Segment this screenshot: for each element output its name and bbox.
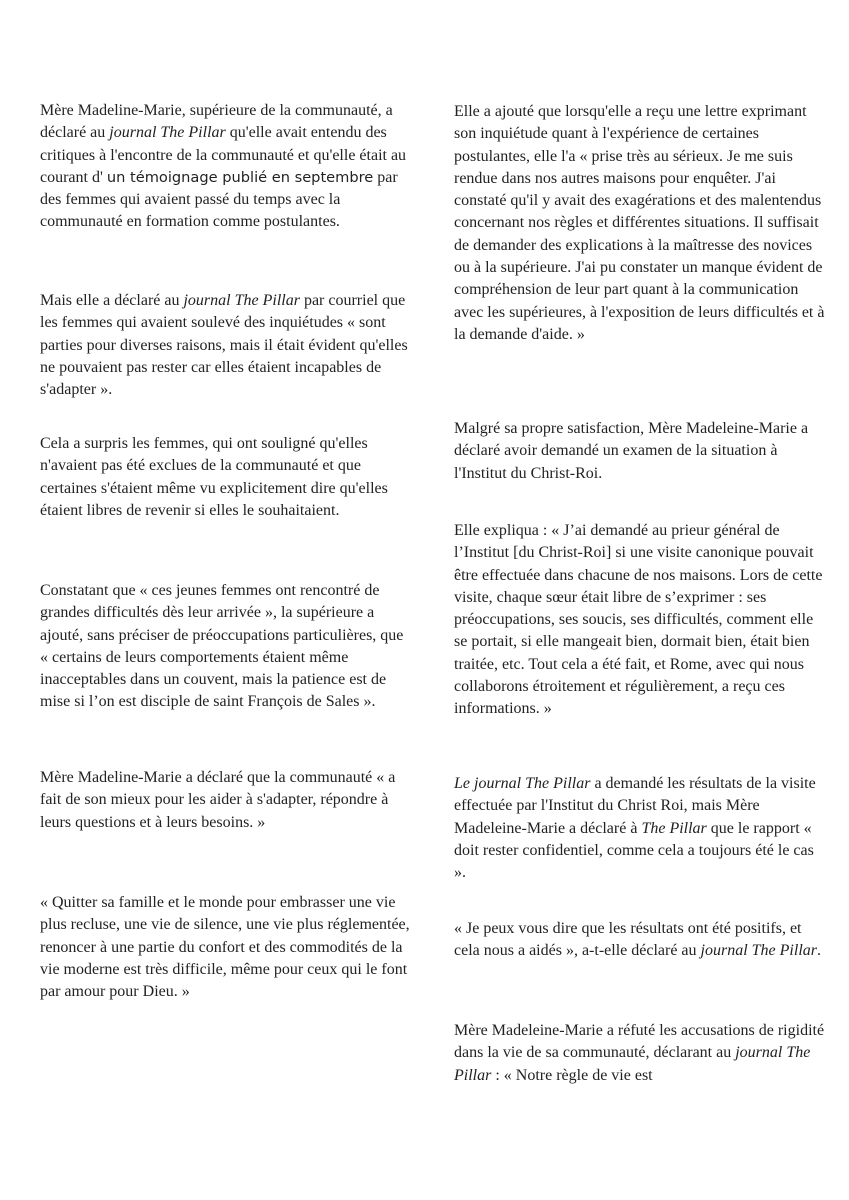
paragraph: Cela a surpris les femmes, qui ont souligné qu'elles n'avaient pas été exclues de la communauté et que certaines s'étaient même vu explicitement dire qu'elles étaient libres de revenir si elles le souhaitaient. xyxy=(40,435,388,519)
publication-name: The Pillar xyxy=(641,819,707,837)
testimony-link[interactable]: un témoignage publié en septembre xyxy=(106,168,374,186)
publication-name: Le journal The Pillar xyxy=(454,775,591,792)
paragraph: « Quitter sa famille et le monde pour embrasser une vie plus recluse, une vie de silence, une vie plus réglementée, renoncer à une partie du confort et des commodités de la vie moderne est très difficile, même pour ceux qui le font par amour pour Dieu. » xyxy=(40,894,410,1001)
paragraph: Malgré sa propre satisfaction, Mère Madeleine-Marie a déclaré avoir demandé un examen de la situation à l'Institut du Christ-Roi. xyxy=(454,420,809,482)
paragraph: « Je peux vous dire que les résultats ont été positifs, et cela nous a aidés », a-t-elle déclaré au journal The Pillar. xyxy=(454,920,821,960)
publication-name: journal The Pillar xyxy=(109,124,226,142)
paragraph: Constatant que « ces jeunes femmes ont rencontré de grandes difficultés dès leur arrivée », la supérieure a ajouté, sans préciser de préoccupations particulières, que « certains de leurs comportements étaient même inacceptables dans un couvent, mais la patience est de mise si l’on est disciple de saint François de Sales ». xyxy=(40,582,404,711)
paragraph: Elle a ajouté que lorsqu'elle a reçu une lettre exprimant son inquiétude quant à l'expérience de certaines postulantes, elle l'a « prise très au sérieux. Je me suis rendue dans nos autres maisons pour enquêter. J'ai constaté qu'il y avait des exagérations et des malentendus concernant nos règles et différentes situations. Il suffisait de demander des explications à la maîtresse des novices ou à la supérieure. J'ai pu constater un manque évident de compréhension de leur part quant à la communication avec les supérieures, à l'exposition de leurs difficultés et à la demande d'aide. » xyxy=(454,103,825,343)
publication-name: journal The Pillar xyxy=(700,942,817,960)
paragraph: Le journal The Pillar a demandé les résultats de la visite effectuée par l'Institut du Christ Roi, mais Mère Madeleine-Marie a déclaré à The Pillar que le rapport « doit rester confidentiel, comme cela a toujours été le cas ». xyxy=(454,775,816,882)
paragraph: Mais elle a déclaré au journal The Pillar par courriel que les femmes qui avaient soulevé des inquiétudes « sont parties pour diverses raisons, mais il était évident qu'elles ne pouvaient pas rester car elles étaient incapables de s'adapter ». xyxy=(40,292,408,399)
paragraph: Elle expliqua : « J’ai demandé au prieur général de l’Institut [du Christ-Roi] si une visite canonique pouvait être effectuée dans chacune de nos maisons. Lors de cette visite, chaque sœur était libre de s’exprimer : ses préoccupations, ses soucis, ses difficultés, comment elle se portait, si elle mangeait bien, dormait bien, était bien traitée, etc. Tout cela a été fait, et Rome, avec qui nous collaborons étroitement et régulièrement, a reçu ces informations. » xyxy=(454,522,823,718)
paragraph: Mère Madeline-Marie, supérieure de la communauté, a déclaré au journal The Pillar qu'elle avait entendu des critiques à l'encontre de la communauté et qu'elle était au courant d' un témoignage publié en septembre par des femmes qui avaient passé du temps avec la communauté en formation comme postulantes. xyxy=(40,102,407,231)
publication-name: journal The Pillar xyxy=(454,1044,811,1084)
paragraph: Mère Madeline-Marie a déclaré que la communauté « a fait de son mieux pour les aider à s'adapter, répondre à leurs questions et à leurs besoins. » xyxy=(40,769,396,831)
publication-name: journal The Pillar xyxy=(183,292,300,309)
paragraph: Mère Madeleine-Marie a réfuté les accusations de rigidité dans la vie de sa communauté, déclarant au journal The Pillar : « Notre règle de vie est xyxy=(454,1022,825,1084)
